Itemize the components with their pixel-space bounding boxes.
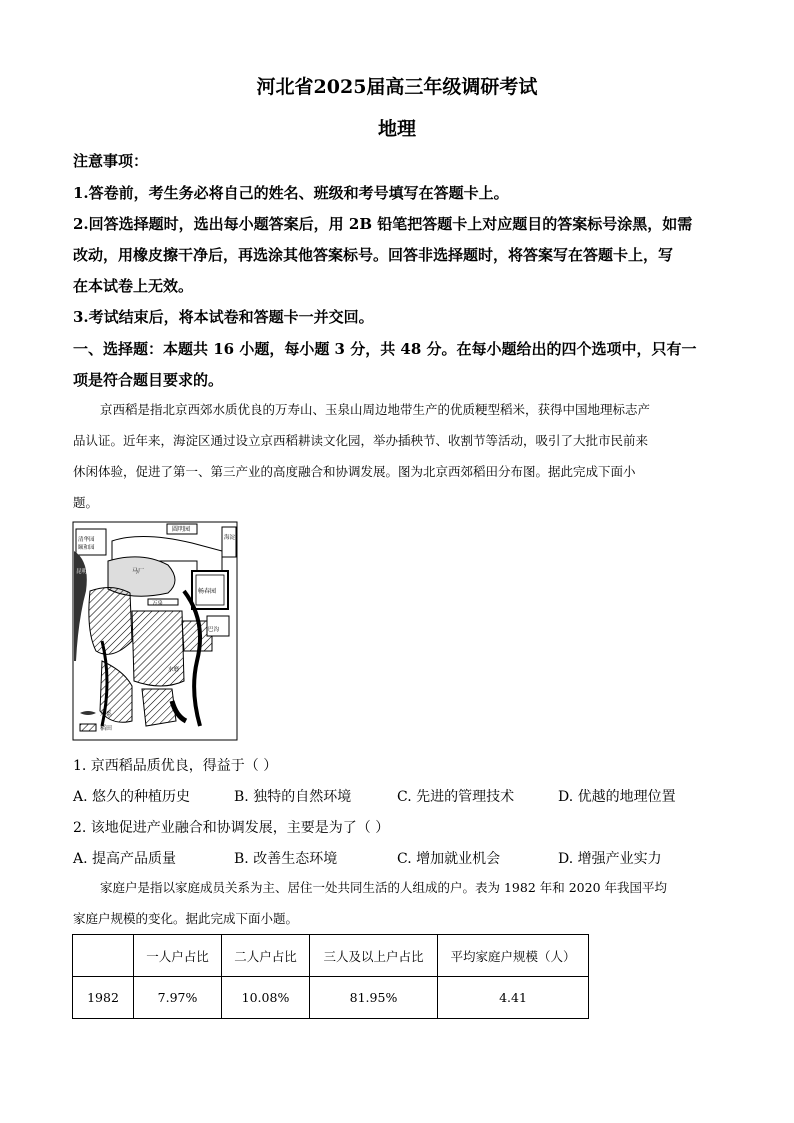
passage2-line-1: 家庭户是指以家庭成员关系为主、居住一处共同生活的人组成的户。表为 1982 年和 2020 年我国平均 bbox=[100, 880, 668, 895]
table-row bbox=[73, 977, 589, 1019]
map-label-mashan: 马厂 bbox=[132, 568, 145, 575]
q2-option-b: B. 改善生态环境 bbox=[234, 851, 338, 867]
table-cell: 4.41 bbox=[438, 977, 589, 1019]
table-cell: 10.08% bbox=[222, 977, 310, 1019]
paddy-legend-swatch bbox=[80, 724, 96, 731]
table-cell: 7.97% bbox=[134, 977, 222, 1019]
notice-line-2b: 改动，用橡皮擦干净后，再选涂其他答案标号。回答非选择题时，将答案写在答题卡上，写 bbox=[73, 246, 674, 264]
exam-title: 河北省2025届高三年级调研考试 bbox=[256, 76, 538, 98]
passage1-line-3: 休闲体验，促进了第一、第三产业的高度融合和协调发展。图为北京西郊稻田分布图。据此完成下面小 bbox=[73, 464, 636, 479]
notice-heading: 注意事项： bbox=[73, 152, 149, 170]
q2-option-d: D. 增强产业实力 bbox=[558, 851, 662, 867]
section-heading-line-2: 项是符合题目要求的。 bbox=[73, 371, 224, 389]
passage1-line-1: 京西稻是指北京西郊水质优良的万寿山、玉泉山周边地带生产的优质粳型稻米，获得中国地理标志产 bbox=[100, 402, 651, 417]
table-header-cell: 三人及以上户占比 bbox=[310, 935, 438, 977]
notice-line-2c: 在本试卷上无效。 bbox=[73, 277, 194, 295]
legend-water: 水系 bbox=[100, 711, 113, 718]
map-label-yuanmingyuan: 圆明园 bbox=[172, 526, 191, 533]
table-cell: 81.95% bbox=[310, 977, 438, 1019]
map-label-qinghua: 清华园 bbox=[78, 537, 95, 543]
q1-option-d: D. 优越的地理位置 bbox=[558, 789, 676, 805]
map-label-bagou: 巴沟 bbox=[208, 627, 220, 633]
notice-line-2a: 2.回答选择题时，选出每小题答案后，用 2B 铅笔把答题卡上对应题目的答案标号涂黑，如需 bbox=[73, 215, 693, 233]
subject-title: 地理 bbox=[377, 118, 416, 140]
q2-option-a: A. 提高产品质量 bbox=[73, 851, 177, 867]
table-header-cell: 二人户占比 bbox=[222, 935, 310, 977]
map-label-yiheyuan: 颐和园 bbox=[78, 545, 95, 551]
section-heading-line-1: 一、选择题：本题共 16 小题，每小题 3 分，共 48 分。在每小题给出的四个选项中，只有一 bbox=[73, 340, 697, 358]
paddy-distribution-map bbox=[72, 521, 238, 741]
map-label-wanquan: 万泉 bbox=[152, 601, 164, 607]
map-label-changchun: 畅春园 bbox=[198, 588, 217, 595]
map-label-kunming: 昆明湖 bbox=[76, 569, 93, 575]
table-header-cell bbox=[73, 935, 134, 977]
q1-option-b: B. 独特的自然环境 bbox=[234, 789, 352, 805]
q1-option-c: C. 先进的管理技术 bbox=[397, 789, 515, 805]
table-header-row bbox=[73, 935, 589, 977]
q2-option-c: C. 增加就业机会 bbox=[397, 851, 501, 867]
passage1-line-2: 品认证。近年来，海淀区通过设立京西稻耕读文化园，举办插秧节、收割节等活动，吸引了大批市民前来 bbox=[73, 433, 649, 448]
map-label-shuimo: 水磨 bbox=[168, 667, 180, 673]
notice-line-3: 3.考试结束后，将本试卷和答题卡一并交回。 bbox=[73, 308, 374, 326]
household-table bbox=[72, 934, 589, 1019]
legend-paddy: 稻田 bbox=[100, 725, 113, 732]
map-label-haidian: 海淀 bbox=[224, 535, 236, 541]
table-header-cell: 一人户占比 bbox=[134, 935, 222, 977]
passage2-line-2: 家庭户规模的变化。据此完成下面小题。 bbox=[73, 911, 299, 926]
q1-stem: 1. 京西稻品质优良，得益于（ ） bbox=[73, 758, 278, 774]
table-cell: 1982 bbox=[73, 977, 134, 1019]
q2-stem: 2. 该地促进产业融合和协调发展，主要是为了（ ） bbox=[73, 820, 390, 836]
q1-option-a: A. 悠久的种植历史 bbox=[73, 789, 191, 805]
table-header-cell: 平均家庭户规模（人） bbox=[438, 935, 589, 977]
passage1-line-4: 题。 bbox=[73, 495, 99, 510]
notice-line-1: 1.答卷前，考生务必将自己的姓名、班级和考号填写在答题卡上。 bbox=[73, 184, 509, 202]
